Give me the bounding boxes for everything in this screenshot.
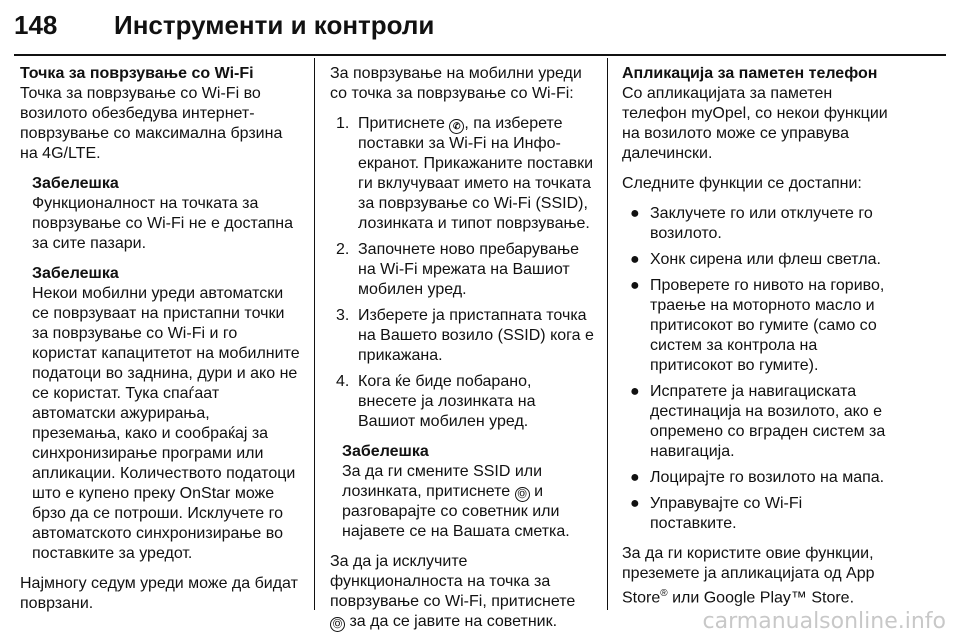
watermark: carmanualsonline.info <box>702 609 946 634</box>
column-1 <box>20 64 302 614</box>
list-item: ● Лоцирајте го возилото на мапа. <box>630 469 885 486</box>
column-divider <box>607 58 608 610</box>
paragraph: За поврзување на мобилни уреди со точка за поврзување со Wi-Fi: <box>330 65 582 102</box>
list-item: 4. Кога ќе биде побарано, внесете ја лозинката на Вашиот мобилен уред. <box>336 373 536 430</box>
paragraph: Со апликацијата за паметен телефон myOpel, со некои функции на возилото може се управува далечински. <box>622 85 888 162</box>
note <box>330 442 594 542</box>
bullet-icon: ● <box>630 251 640 268</box>
note-title: Забелешка <box>342 443 429 460</box>
list-item: ● Проверете го нивото на гориво, траење на моторното масло и притисокот во гумите (само со систем за контрола на притисокот во гумите). <box>630 277 885 374</box>
paragraph: За да ја исклучите функционалноста на точка за поврзување со Wi-Fi, притиснете Ⓞ за да се јавите на советник. <box>330 553 576 630</box>
onstar-advisor-icon: Ⓞ <box>515 487 530 502</box>
onstar-advisor-icon: Ⓞ <box>330 617 345 632</box>
paragraph: Точка за поврзување со Wi-Fi во возилото обезбедува интернет-поврзување со максимална брзина на 4G/LTE. <box>20 85 283 162</box>
note <box>20 264 302 564</box>
column-3 <box>622 64 890 608</box>
list-item: ● Заклучете го или отклучете го возилото. <box>630 205 873 242</box>
paragraph: За да ги користите овие функции, преземете ја апликацијата од App Store® или Google Play™ Store. <box>622 545 875 607</box>
column-divider <box>314 58 315 610</box>
steps-list <box>330 114 594 432</box>
bullet-icon: ● <box>630 277 640 294</box>
bullet-icon: ● <box>630 205 640 222</box>
bullet-icon: ● <box>630 495 640 512</box>
list-item: ● Управувајте со Wi-Fi поставките. <box>630 495 803 532</box>
bullet-icon: ● <box>630 383 640 400</box>
list-item: ● Хонк сирена или флеш светла. <box>630 251 881 268</box>
paragraph: Најмногу седум уреди може да бидат поврзани. <box>20 575 298 612</box>
note-text: За да ги смените SSID или лозинката, притиснете Ⓞ и разговарајте со советник или најавете се на Вашата сметка. <box>342 463 570 540</box>
page-title: Инструменти и контроли <box>114 10 435 40</box>
note-title: Забелешка <box>32 265 119 282</box>
note-title: Забелешка <box>32 175 119 192</box>
section-heading: Точка за поврзување со Wi-Fi <box>20 65 254 82</box>
list-item: ● Испратете ја навигациската дестинација на возилото, ако е опремено со вграден систем за навигација. <box>630 383 886 460</box>
note-text: Функционалност на точката за поврзување со Wi-Fi не е достапна за сите пазари. <box>32 195 293 252</box>
list-item: 1. Притиснете ✆ , па изберете поставки за Wi-Fi на Инфо-екранот. Прикажаните поставки ги вклучуваат името на точката за поврзување со Wi-Fi (SSID), лозинката и типот поврзување. <box>336 115 594 232</box>
paragraph: Следните функции се достапни: <box>622 175 862 192</box>
section-heading: Апликација за паметен телефон <box>622 65 878 82</box>
bullet-icon: ● <box>630 469 640 486</box>
note <box>20 174 302 254</box>
list-item: 3. Изберете ја пристапната точка на Вашето возило (SSID) кога е прикажана. <box>336 307 594 364</box>
onstar-icon: ✆ <box>449 119 464 134</box>
features-list <box>622 204 890 534</box>
list-item: 2. Започнете ново пребарување на Wi-Fi мрежата на Вашиот мобилен уред. <box>336 241 580 298</box>
column-2 <box>330 64 594 632</box>
note-text: Некои мобилни уреди автоматски се поврзуваат на пристапни точки за поврзување со Wi-Fi и го користат капацитетот на мобилните податоци во заднина, дури и ако не се користат. Тука спаѓаат автоматски ажурирања, преземања, како и сообраќај за синхронизирање програми или апликации. Количеството податоци што е купено преку OnStar може брзо да се потроши. Исклучете го автоматското синхронизирање во поставките за уредот. <box>32 285 300 562</box>
page-number: 148 <box>14 10 58 40</box>
